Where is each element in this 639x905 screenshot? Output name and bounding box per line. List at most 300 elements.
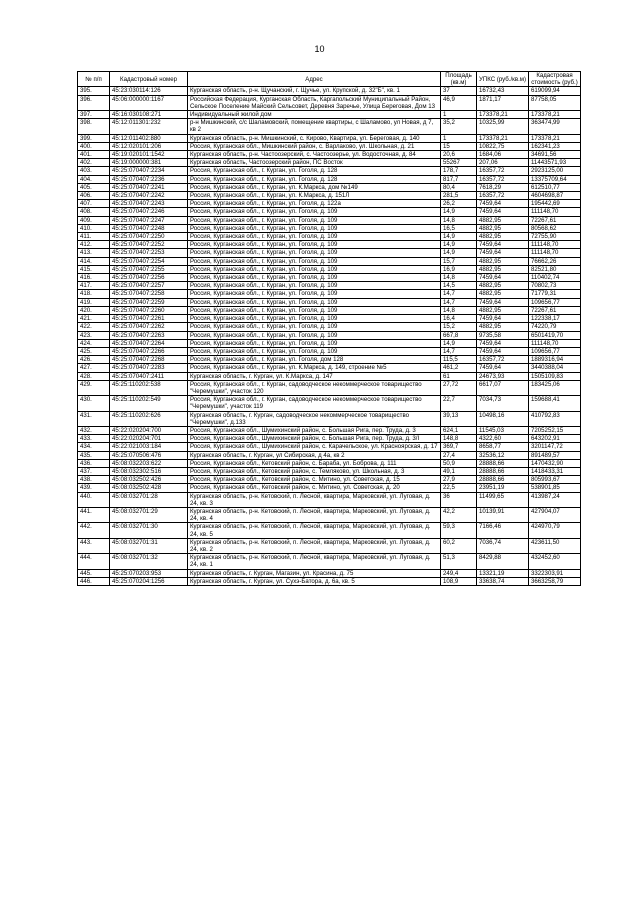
row-area: 16,5: [441, 224, 477, 232]
row-address: Курганская область, р-н. Кетовский, п. Лесной, квартира, Марковский, ул. Луговая, д. 24, кв. 5: [188, 523, 441, 538]
row-address: Курганская область, р-н. Кетовский, п. Лесной, квартира, Марковский, ул. Луговая, д. 24, кв. 1: [188, 554, 441, 569]
table-row: [78, 192, 581, 200]
row-address: Россия, Курганская обл., г. Курган, ул. Гоголя, д. 109: [188, 241, 441, 249]
row-num: 433.: [78, 435, 110, 443]
row-address: Россия, Курганская обл., г. Курган, ул. Гоголя, дом 128: [188, 356, 441, 364]
table-row: [78, 111, 581, 119]
table-row: [78, 451, 581, 459]
row-num: 418.: [78, 290, 110, 298]
row-address: Курганская область, р-н. Мишкинский, с. Кирово, Квартира, ул. Береговая, д. 140: [188, 134, 441, 142]
row-num: 409.: [78, 216, 110, 224]
row-num: 411.: [78, 233, 110, 241]
header-area: Площадь (кв.м): [441, 72, 477, 87]
row-cadastral-number: 45:25:070407:2283: [110, 364, 188, 372]
row-upks: 28888,66: [477, 459, 529, 467]
row-address: Курганская область, Частоозерский район, ПС Восток: [188, 159, 441, 167]
row-address: Россия, Курганская обл., г. Курган, ул. Гоголя, д. 109: [188, 315, 441, 323]
row-cadastral-number: 45:25:070407:2242: [110, 192, 188, 200]
row-address: Россия, Курганская обл., г. Курган, ул. Гоголя, д. 109: [188, 208, 441, 216]
row-area: 42,2: [441, 507, 477, 522]
row-cadastral-cost: 70802,73: [529, 282, 581, 290]
row-upks: 23951,19: [477, 484, 529, 492]
table-row: [78, 151, 581, 159]
row-area: 1: [441, 134, 477, 142]
row-area: 51,3: [441, 554, 477, 569]
row-cadastral-cost: 3201147,72: [529, 443, 581, 451]
row-address: Россия, Курганская обл., г. Курган, ул. Гоголя, д. 109: [188, 290, 441, 298]
table-row: [78, 569, 581, 577]
row-area: 1: [441, 111, 477, 119]
row-num: 438.: [78, 476, 110, 484]
row-cadastral-cost: 34691,56: [529, 151, 581, 159]
row-cadastral-cost: 72755,90: [529, 233, 581, 241]
row-cadastral-number: 45:22:021003:184: [110, 443, 188, 451]
row-area: 27,4: [441, 451, 477, 459]
row-cadastral-number: 45:25:070407:2234: [110, 167, 188, 175]
table-row: [78, 538, 581, 553]
row-num: 436.: [78, 459, 110, 467]
row-cadastral-number: 45:25:070407:2257: [110, 282, 188, 290]
row-address: Курганская область, р-н. Кетовский, п. Лесной, квартира, Марковский, ул. Луговая, д. 24, кв. 4: [188, 507, 441, 522]
header-num: № п/п: [78, 72, 110, 87]
table-row: [78, 208, 581, 216]
row-area: 49,1: [441, 467, 477, 475]
row-cadastral-number: 45:08:032701:29: [110, 507, 188, 522]
table-row: [78, 484, 581, 492]
row-upks: 7459,64: [477, 315, 529, 323]
row-area: 108,9: [441, 577, 477, 585]
row-address: Россия, Курганская обл., г. Курган, садоводческое некоммерческое товарищество "Черемушки", участок 119: [188, 396, 441, 411]
table-row: [78, 339, 581, 347]
row-address: Россия, Курганская обл., г. Курган, ул. Гоголя, д. 128: [188, 175, 441, 183]
row-cadastral-number: 45:25:070407:2258: [110, 290, 188, 298]
row-upks: 24673,93: [477, 372, 529, 380]
row-num: 420.: [78, 306, 110, 314]
row-address: Россия, Курганская обл., г. Курган, ул. Гоголя, д. 109: [188, 282, 441, 290]
row-cadastral-cost: 891489,57: [529, 451, 581, 459]
row-cadastral-number: 45:25:070407:2264: [110, 339, 188, 347]
table-row: [78, 249, 581, 257]
row-address: Курганская область, г. Курган, ул Сибирская, д 4а, кв 2: [188, 451, 441, 459]
row-area: 14,8: [441, 306, 477, 314]
row-upks: 16357,72: [477, 356, 529, 364]
row-cadastral-cost: 413987,24: [529, 492, 581, 507]
table-row: [78, 183, 581, 191]
row-num: 442.: [78, 523, 110, 538]
row-address: Курганская область, р-н. Кетовский, п. Лесной, квартира, Марковский, ул. Луговая, д. 24, кв. 3: [188, 492, 441, 507]
row-cadastral-number: 45:25:070407:2255: [110, 265, 188, 273]
row-address: Россия, Курганская обл., г. Курган, ул. Гоголя, д. 109: [188, 306, 441, 314]
row-cadastral-number: 45:25:070407:2266: [110, 347, 188, 355]
row-area: 14,8: [441, 274, 477, 282]
table-row: [78, 356, 581, 364]
table-row: [78, 257, 581, 265]
row-cadastral-cost: 427904,07: [529, 507, 581, 522]
row-area: 16,9: [441, 265, 477, 273]
row-cadastral-cost: 183425,06: [529, 380, 581, 395]
table-row: [78, 396, 581, 411]
row-area: 50,9: [441, 459, 477, 467]
row-cadastral-number: 45:25:070407:2259: [110, 298, 188, 306]
row-address: Россия, Курганская обл., г. Курган, ул. К.Маркса, дом №149: [188, 183, 441, 191]
row-num: 412.: [78, 241, 110, 249]
row-address: Курганская область, г. Курган, ул. К.Маркса, д. 147: [188, 372, 441, 380]
row-num: 407.: [78, 200, 110, 208]
row-address: Курганская область, р-н. Щучанский, г. Щучье, ул. Крупской, д. 32"Б", кв. 1: [188, 87, 441, 95]
row-cadastral-cost: 805993,67: [529, 476, 581, 484]
row-num: 424.: [78, 339, 110, 347]
row-upks: 10325,99: [477, 119, 529, 134]
row-cadastral-number: 45:12:020101:206: [110, 142, 188, 150]
row-area: 148,8: [441, 435, 477, 443]
row-area: 667,8: [441, 331, 477, 339]
row-cadastral-cost: 1418433,31: [529, 467, 581, 475]
row-num: 397.: [78, 111, 110, 119]
row-address: Россия, Курганская обл., Шумихинский район, с. Большая Рига, пер. Труда, д. 3/I: [188, 435, 441, 443]
row-upks: 7166,46: [477, 523, 529, 538]
table-row: [78, 331, 581, 339]
row-upks: 173378,21: [477, 134, 529, 142]
page-number: 10: [314, 44, 325, 54]
row-cadastral-number: 45:25:110202:549: [110, 396, 188, 411]
row-num: 404.: [78, 175, 110, 183]
row-cadastral-number: 45:16:030108:271: [110, 111, 188, 119]
row-num: 395.: [78, 87, 110, 95]
row-cadastral-number: 45:22:020204:701: [110, 435, 188, 443]
row-cadastral-number: 45:25:070407:2236: [110, 175, 188, 183]
row-address: Курганская область, г. Курган, ул. Сухэ-Батора, д. 6а, кв. 5: [188, 577, 441, 585]
row-cadastral-number: 45:25:110202:626: [110, 411, 188, 426]
row-cadastral-number: 45:25:070407:2263: [110, 331, 188, 339]
row-num: 414.: [78, 257, 110, 265]
row-cadastral-cost: 82521,80: [529, 265, 581, 273]
table-row: [78, 282, 581, 290]
row-upks: 28888,66: [477, 476, 529, 484]
row-address: Россия, Курганская обл., г. Курган, ул. К.Маркса, д. 151Л: [188, 192, 441, 200]
row-area: 14,9: [441, 241, 477, 249]
row-cadastral-cost: 173378,21: [529, 111, 581, 119]
row-upks: 7618,29: [477, 183, 529, 191]
header-cadastral-number: Кадастровый номер: [110, 72, 188, 87]
row-num: 396.: [78, 95, 110, 110]
row-cadastral-number: 45:25:110202:538: [110, 380, 188, 395]
row-upks: 4882,95: [477, 257, 529, 265]
row-area: 27,9: [441, 476, 477, 484]
row-cadastral-cost: 6501419,70: [529, 331, 581, 339]
table-row: [78, 175, 581, 183]
table-row: [78, 224, 581, 232]
table-row: [78, 290, 581, 298]
row-area: 59,3: [441, 523, 477, 538]
row-num: 410.: [78, 224, 110, 232]
row-address: Россия, Курганская обл., г. Курган, ул. Гоголя, д. 109: [188, 347, 441, 355]
row-area: 37: [441, 87, 477, 95]
row-num: 416.: [78, 274, 110, 282]
row-upks: 1871,17: [477, 95, 529, 110]
table-row: [78, 435, 581, 443]
row-cadastral-number: 45:08:032502:426: [110, 476, 188, 484]
row-cadastral-number: 45:25:070407:2256: [110, 274, 188, 282]
row-upks: 16357,72: [477, 175, 529, 183]
row-upks: 10498,16: [477, 411, 529, 426]
row-cadastral-cost: 109656,77: [529, 298, 581, 306]
row-upks: 10822,75: [477, 142, 529, 150]
row-cadastral-number: 45:08:032701:28: [110, 492, 188, 507]
row-num: 401.: [78, 151, 110, 159]
row-cadastral-cost: 110402,74: [529, 274, 581, 282]
row-num: 417.: [78, 282, 110, 290]
table-row: [78, 492, 581, 507]
row-upks: 16357,72: [477, 192, 529, 200]
table-row: [78, 443, 581, 451]
row-upks: 7459,64: [477, 339, 529, 347]
row-area: 14,9: [441, 233, 477, 241]
row-area: 55267: [441, 159, 477, 167]
row-cadastral-cost: 3440388,04: [529, 364, 581, 372]
row-upks: 207,06: [477, 159, 529, 167]
row-num: 423.: [78, 331, 110, 339]
row-area: 22,5: [441, 484, 477, 492]
row-num: 408.: [78, 208, 110, 216]
table-row: [78, 554, 581, 569]
table-row: [78, 265, 581, 273]
row-cadastral-number: 45:25:070407:2268: [110, 356, 188, 364]
row-cadastral-number: 45:08:032701:30: [110, 523, 188, 538]
row-cadastral-cost: 363474,99: [529, 119, 581, 134]
table-row: [78, 142, 581, 150]
row-upks: 13321,19: [477, 569, 529, 577]
row-address: Россия, Курганская обл., Мишкинский район, с. Варлаково, ул. Школьная, д. 21: [188, 142, 441, 150]
row-cadastral-number: 45:19:000000:381: [110, 159, 188, 167]
row-cadastral-number: 45:25:070407:2250: [110, 233, 188, 241]
table-row: [78, 95, 581, 110]
row-num: 399.: [78, 134, 110, 142]
row-num: 445.: [78, 569, 110, 577]
row-cadastral-cost: 538901,85: [529, 484, 581, 492]
row-address: Россия, Курганская обл., г. Курган, ул. Гоголя, д. 109: [188, 339, 441, 347]
row-address: Россия, Курганская обл., Шумихинский район, с. Большая Рига, пер. Труда, д. 3: [188, 426, 441, 434]
row-cadastral-cost: 643202,91: [529, 435, 581, 443]
row-num: 421.: [78, 315, 110, 323]
row-area: 14,7: [441, 347, 477, 355]
row-address: Россия, Курганская обл., г. Курган, ул. Гоголя, д. 109: [188, 257, 441, 265]
table-row: [78, 241, 581, 249]
row-upks: 16357,72: [477, 167, 529, 175]
row-cadastral-number: 45:08:032701:31: [110, 538, 188, 553]
row-num: 430.: [78, 396, 110, 411]
table-row: [78, 274, 581, 282]
row-area: 178,7: [441, 167, 477, 175]
row-address: Российская Федерация, Курганская Область, Каргапольский Муниципальный Район, Сельское Поселение Майский Сельсовет, Деревня Заречье, Улица Береговая, Дом 13: [188, 95, 441, 110]
row-upks: 6617,07: [477, 380, 529, 395]
row-address: Курганская область, р-н. Кетовский, п. Лесной, квартира, Марковский, ул. Луговая, д. 24, кв. 2: [188, 538, 441, 553]
row-upks: 4882,95: [477, 306, 529, 314]
row-area: 249,4: [441, 569, 477, 577]
row-num: 439.: [78, 484, 110, 492]
table-row: [78, 411, 581, 426]
row-cadastral-number: 45:25:070407:2260: [110, 306, 188, 314]
row-cadastral-cost: 173378,21: [529, 134, 581, 142]
row-cadastral-cost: 612510,77: [529, 183, 581, 191]
row-cadastral-cost: 1470432,90: [529, 459, 581, 467]
header-address: Адрес: [188, 72, 441, 87]
row-address: Россия, Курганская обл., г. Курган, ул. Гоголя, д. 109: [188, 323, 441, 331]
row-num: 406.: [78, 192, 110, 200]
table-row: [78, 216, 581, 224]
row-cadastral-cost: 72267,61: [529, 216, 581, 224]
row-area: 115,5: [441, 356, 477, 364]
row-address: Россия, Курганская обл., г. Курган, садоводческое некоммерческое товарищество "Черемушки", участок 120: [188, 380, 441, 395]
row-area: 624,1: [441, 426, 477, 434]
row-upks: 4882,95: [477, 282, 529, 290]
row-cadastral-cost: 162341,23: [529, 142, 581, 150]
row-address: Курганская область, г. Курган, Магазин, ул. Красина, д. 75: [188, 569, 441, 577]
row-upks: 7459,64: [477, 241, 529, 249]
table-row: [78, 577, 581, 585]
row-address: Россия, Курганская обл., Шумихинский район, с. Карачельское, ул. Красноярская, д. 17: [188, 443, 441, 451]
table-row: [78, 159, 581, 167]
row-cadastral-cost: 76662,26: [529, 257, 581, 265]
row-address: Россия, Курганская обл., Кетовский район, с. Митино, ул. Советская, д. 15: [188, 476, 441, 484]
row-area: 35,2: [441, 119, 477, 134]
table-row: [78, 507, 581, 522]
row-upks: 4882,95: [477, 233, 529, 241]
row-upks: 8658,77: [477, 443, 529, 451]
row-upks: 28888,66: [477, 467, 529, 475]
table-row: [78, 87, 581, 95]
row-num: 431.: [78, 411, 110, 426]
row-cadastral-cost: 3322303,91: [529, 569, 581, 577]
row-upks: 10139,91: [477, 507, 529, 522]
row-cadastral-cost: 1889316,94: [529, 356, 581, 364]
row-cadastral-cost: 423611,50: [529, 538, 581, 553]
row-area: 14,9: [441, 249, 477, 257]
row-address: Россия, Курганская обл., Кетовский район, с. Темляково, ул. Школьная, д. 3: [188, 467, 441, 475]
row-cadastral-number: 45:25:070407:2262: [110, 323, 188, 331]
row-cadastral-number: 45:25:070407:2411: [110, 372, 188, 380]
row-cadastral-cost: 111148,70: [529, 249, 581, 257]
table-row: [78, 364, 581, 372]
row-cadastral-cost: 71779,31: [529, 290, 581, 298]
table-row: [78, 167, 581, 175]
row-upks: 11545,03: [477, 426, 529, 434]
row-cadastral-number: 45:25:070407:2241: [110, 183, 188, 191]
row-upks: 173378,21: [477, 111, 529, 119]
row-upks: 4882,95: [477, 265, 529, 273]
table-row: [78, 298, 581, 306]
row-cadastral-number: 45:25:070407:2246: [110, 208, 188, 216]
row-num: 429.: [78, 380, 110, 395]
row-address: Россия, Курганская обл., г. Курган, ул. К.Маркса, д. 149, строение №5: [188, 364, 441, 372]
row-cadastral-cost: 619099,94: [529, 87, 581, 95]
table-row: [78, 459, 581, 467]
row-cadastral-cost: 410792,83: [529, 411, 581, 426]
table-row: [78, 523, 581, 538]
row-cadastral-cost: 122338,17: [529, 315, 581, 323]
row-upks: 16732,43: [477, 87, 529, 95]
row-cadastral-number: 45:25:070204:1256: [110, 577, 188, 585]
row-address: Россия, Курганская обл., Кетовский район, с. Бараба, ул. Боброва, д. 111: [188, 459, 441, 467]
row-cadastral-cost: 111148,70: [529, 339, 581, 347]
row-upks: 4882,95: [477, 290, 529, 298]
row-cadastral-number: 45:08:032701:32: [110, 554, 188, 569]
row-address: Россия, Курганская обл., г. Курган, ул. Гоголя, д. 128: [188, 167, 441, 175]
row-address: р-н Мишкинский, с/с Шаламовский, помещение квартиры, с Шаламово, ул Новая, д 7, кв 2: [188, 119, 441, 134]
table-row: [78, 134, 581, 142]
row-area: 461,2: [441, 364, 477, 372]
row-num: 413.: [78, 249, 110, 257]
row-upks: 1684,06: [477, 151, 529, 159]
table-row: [78, 315, 581, 323]
row-address: Россия, Курганская обл., г. Курган, ул. Гоголя, д. 109: [188, 331, 441, 339]
row-num: 400.: [78, 142, 110, 150]
row-num: 415.: [78, 265, 110, 273]
row-area: 60,2: [441, 538, 477, 553]
row-num: 446.: [78, 577, 110, 585]
row-cadastral-number: 45:25:070407:2248: [110, 224, 188, 232]
row-area: 36: [441, 492, 477, 507]
row-area: 281,5: [441, 192, 477, 200]
row-upks: 8429,88: [477, 554, 529, 569]
row-cadastral-number: 45:22:020204:700: [110, 426, 188, 434]
row-cadastral-cost: 72267,61: [529, 306, 581, 314]
row-num: 427.: [78, 364, 110, 372]
row-upks: 4882,95: [477, 216, 529, 224]
row-cadastral-cost: 111148,70: [529, 208, 581, 216]
row-upks: 7459,64: [477, 208, 529, 216]
table-header-row: [78, 72, 581, 87]
row-address: Россия, Курганская обл., г. Курган, ул. Гоголя, д. 109: [188, 298, 441, 306]
header-cadastral-cost: Кадастровая стоимость (руб.): [529, 72, 581, 87]
header-upks: УПКС (руб./кв.м): [477, 72, 529, 87]
row-address: Россия, Курганская обл., г. Курган, ул. Гоголя, д. 109: [188, 233, 441, 241]
row-num: 402.: [78, 159, 110, 167]
row-address: Россия, Курганская обл., г. Курган, ул. Гоголя, д. 109: [188, 274, 441, 282]
row-area: 26,2: [441, 200, 477, 208]
row-cadastral-cost: 424970,79: [529, 523, 581, 538]
row-cadastral-number: 45:23:030114:126: [110, 87, 188, 95]
table-row: [78, 233, 581, 241]
row-num: 405.: [78, 183, 110, 191]
row-area: 22,7: [441, 396, 477, 411]
row-cadastral-cost: 87758,05: [529, 95, 581, 110]
row-cadastral-cost: 3663258,79: [529, 577, 581, 585]
row-upks: 4322,60: [477, 435, 529, 443]
table-row: [78, 467, 581, 475]
row-area: 39,13: [441, 411, 477, 426]
row-num: 398.: [78, 119, 110, 134]
row-address: Россия, Курганская обл., г. Курган, ул. Гоголя, д. 109: [188, 216, 441, 224]
row-area: 14,7: [441, 290, 477, 298]
row-upks: 32536,12: [477, 451, 529, 459]
row-upks: 7034,73: [477, 396, 529, 411]
row-area: 15,7: [441, 257, 477, 265]
table-row: [78, 372, 581, 380]
row-cadastral-cost: 432452,60: [529, 554, 581, 569]
row-area: 14,7: [441, 298, 477, 306]
row-cadastral-cost: 4604698,87: [529, 192, 581, 200]
row-area: 14,9: [441, 208, 477, 216]
row-upks: 9735,58: [477, 331, 529, 339]
row-area: 20,6: [441, 151, 477, 159]
row-upks: 7459,64: [477, 347, 529, 355]
row-cadastral-number: 45:19:020101:1542: [110, 151, 188, 159]
row-address: Курганская область, г. Курган, садоводческое некоммерческое товарищество "Черемушки", д.133: [188, 411, 441, 426]
row-cadastral-number: 45:25:070407:2243: [110, 200, 188, 208]
row-cadastral-cost: 195442,69: [529, 200, 581, 208]
row-upks: 7459,64: [477, 249, 529, 257]
row-cadastral-number: 45:12:011402:880: [110, 134, 188, 142]
